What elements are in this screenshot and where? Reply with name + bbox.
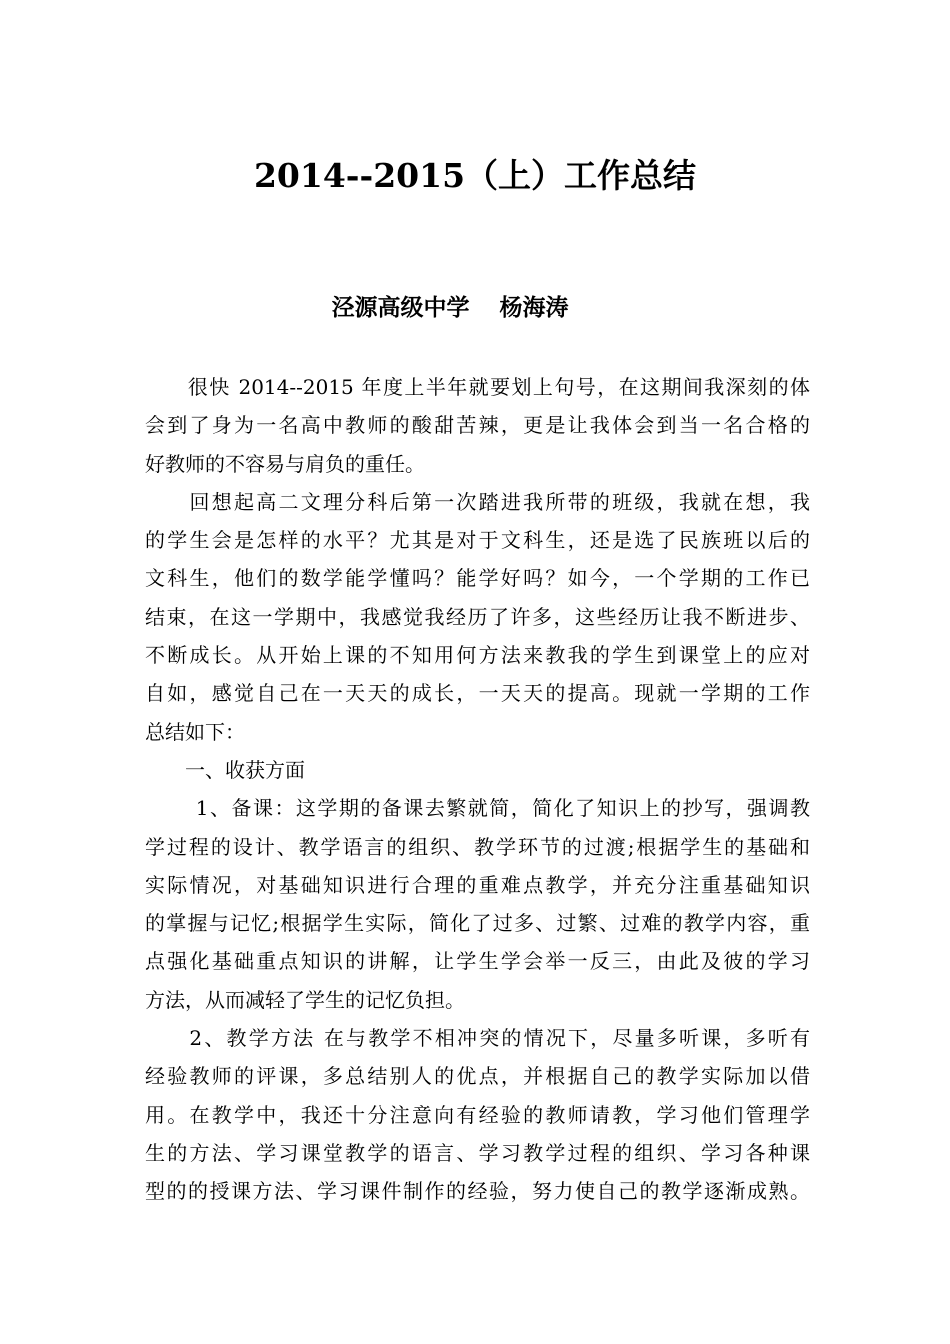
- body-line: 自如，感觉自己在一天天的成长，一天天的提高。现就一学期的工作: [145, 681, 810, 706]
- body-line: 用。在教学中，我还十分注意向有经验的教师请教，学习他们管理学: [145, 1102, 810, 1127]
- body-line: 学过程的设计、教学语言的组织、教学环节的过渡;根据学生的基础和: [145, 834, 810, 859]
- body-line: 总结如下：: [145, 719, 245, 744]
- body-line: 实际情况，对基础知识进行合理的重难点教学，并充分注重基础知识: [145, 872, 810, 897]
- body-line: 方法，从而减轻了学生的记忆负担。: [145, 987, 465, 1012]
- author-name: 杨海涛: [499, 295, 569, 321]
- body-line: 很快 2014--2015 年度上半年就要划上句号，在这期间我深刻的体: [145, 375, 810, 399]
- body-line: 经验教师的评课，多总结别人的优点，并根据自己的教学实际加以借: [145, 1064, 810, 1089]
- body-line: 不断成长。从开始上课的不知用何方法来教我的学生到课堂上的应对: [145, 643, 810, 668]
- body-line: 回想起高二文理分科后第一次踏进我所带的班级，我就在想，我: [145, 489, 810, 514]
- body-line: 会到了身为一名高中教师的酸甜苦辣，更是让我体会到当一名合格的: [145, 413, 810, 438]
- section-heading: 一、收获方面: [145, 757, 305, 782]
- document-title: 2014--2015（上）工作总结: [253, 156, 697, 195]
- body-line: 型的的授课方法、学习课件制作的经验，努力使自己的教学逐渐成熟。: [145, 1179, 810, 1204]
- body-line: 文科生，他们的数学能学懂吗？能学好吗？如今，一个学期的工作已: [145, 566, 810, 591]
- body-line: 2、教学方法 在与教学不相冲突的情况下，尽量多听课，多听有: [145, 1026, 810, 1051]
- body-line: 生的方法、学习课堂教学的语言、学习教学过程的组织、学习各种课: [145, 1140, 810, 1165]
- document-body: [145, 368, 810, 1211]
- author-line: [0, 292, 900, 324]
- author-school: 泾源高级中学: [331, 295, 470, 321]
- body-line: 的学生会是怎样的水平？尤其是对于文科生，还是选了民族班以后的: [145, 528, 810, 553]
- body-line: 1、备课：这学期的备课去繁就简，简化了知识上的抄写，强调教: [145, 796, 810, 821]
- body-line: 点强化基础重点知识的讲解，让学生学会举一反三，由此及彼的学习: [145, 949, 810, 974]
- body-line: 好教师的不容易与肩负的重任。: [145, 451, 425, 476]
- body-line: 的掌握与记忆;根据学生实际，简化了过多、过繁、过难的教学内容，重: [145, 911, 810, 936]
- body-line: 结束，在这一学期中，我感觉我经历了许多，这些经历让我不断进步、: [145, 604, 810, 629]
